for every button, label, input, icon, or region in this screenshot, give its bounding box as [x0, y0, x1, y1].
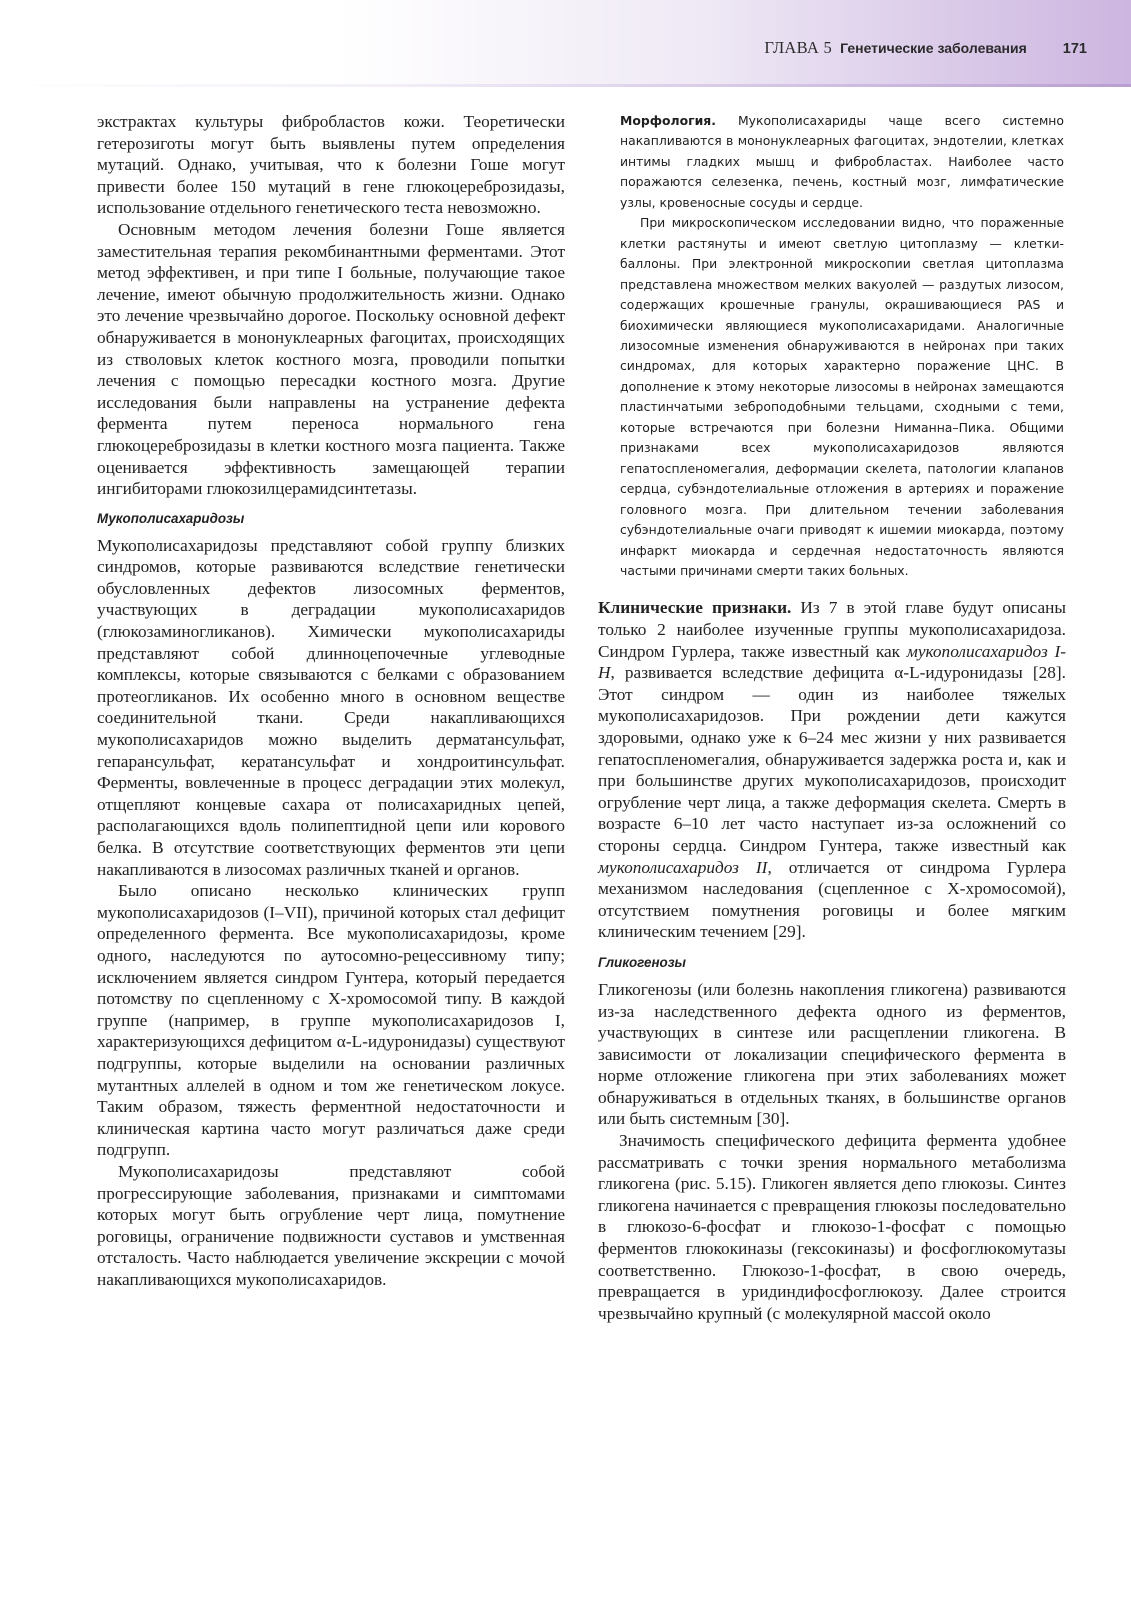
paragraph-mps-groups: Было описано несколько клинических групп мукополисахаридозов (I–VII), причиной которых стал дефицит определенного фермента. Все мукополисахаридозы, кроме одного, наследуются по аутосомно-рецессивному типу; исключением является синдром Гунтера, который передается потомству по сцепленному с X-хромосомой типу. В каждой группе (например, в группе мукополисахаридозов I, характеризующихся дефицитом α-L-идуронидазы) существуют подгруппы, которые выделили на основании различных мутантных аллелей в одном и том же генетическом локусе. Таким образом, тяжесть ферментной недостаточности и клиническая картина часто могут различаться даже среди подгрупп.: [97, 881, 565, 1160]
running-header: [764, 38, 1087, 60]
morphology-paragraph: [620, 111, 1064, 213]
clinical-paragraph: [598, 597, 1066, 943]
paragraph-glycogen-metabolism: Значимость специфического дефицита фермента удобнее рассматривать с точки зрения нормального метаболизма гликогена (рис. 5.15). Гликоген является депо глюкозы. Синтез гликогена начинается с превращения глюкозы последовательно в глюкозо-6-фосфат и глюкозо-1-фосфат с помощью ферментов глюкокиназы (гексокиназы) и фосфоглюкомутазы соответственно. Глюкозо-1-фосфат, в свою очередь, превращается в уридиндифосфоглюкозу. Далее строится чрезвычайно крупный (с молекулярной массой около: [598, 1131, 1066, 1323]
section-heading-mucopolysaccharidoses: Мукополисахаридозы: [97, 510, 245, 526]
morphology-lead: Морфология.: [620, 113, 716, 128]
clinical-lead: Клинические признаки.: [598, 598, 792, 618]
left-column: [97, 111, 565, 1290]
paragraph-glycogenoses-definition: Гликогенозы (или болезнь накопления гликогена) развиваются из-за наследственного дефекта одного из ферментов, участвующих в синтезе или расщеплении гликогена. В зависимости от локализации специфического фермента в норме отложение гликогена при этих заболеваниях может обнаруживаться в отдельных тканях, в большинстве органов или быть системным [30].: [598, 979, 1066, 1129]
chapter-label: ГЛАВА 5: [764, 38, 833, 57]
morphology-microscopy-paragraph: При микроскопическом исследовании видно, что пораженные клетки растянуты и имеют светлую цитоплазму — клетки-баллоны. При электронной микроскопии светлая цитоплазма представлена множеством мелких вакуолей — раздутых лизосом, содержащих крошечные гранулы, окрашивающиеся PAS и биохимически являющиеся мукополисахаридами. Аналогичные лизосомные изменения обнаруживаются в нейронах при таких синдромах, для которых характерно поражение ЦНС. В дополнение к этому некоторые лизосомы в нейронах замещаются пластинчатыми зеброподобными тельцами, сходными с теми, которые встречаются при болезни Ниманна–Пика. Общими признаками всех мукополисахаридозов являются гепатоспленомегалия, деформации скелета, патологии клапанов сердца, субэндотелиальные отложения в артериях и поражение головного мозга. При длительном течении заболевания субэндотелиальные очаги приводят к ишемии миокарда, поэтому инфаркт миокарда и сердечная недостаточность являются частыми причинами смерти таких больных.: [620, 215, 1064, 578]
chapter-title: Генетические заболевания: [840, 40, 1027, 56]
paragraph-gaucher-testing: экстрактах культуры фибробластов кожи. Теоретически гетерозиготы могут быть выявлены путем определения мутаций. Однако, учитывая, что к болезни Гоше могут привести более 150 мутаций в гене глюкоцереброзидазы, использование отдельного генетического теста невозможно.: [97, 112, 565, 218]
morphology-text: Мукополисахариды чаще всего системно накапливаются в мононуклеарных фагоцитах, эндотелии, клетках интимы гладких мышц и фибробластах. Наиболее часто поражаются селезенка, печень, костный мозг, лимфатические узлы, кровеносные сосуды и сердце.: [620, 113, 1064, 210]
page-number: 171: [1062, 41, 1087, 57]
clinical-term-hurler: мукополисахаридоз I-H: [598, 641, 1066, 683]
clinical-term-hunter: мукополисахаридоз II: [598, 857, 768, 877]
right-column: [598, 111, 1066, 1324]
paragraph-mps-definition: Мукополисахаридозы представляют собой группу близких синдромов, которые развиваются вследствие генетически обусловленных дефектов лизосомных ферментов, участвующих в деградации мукополисахаридов (глюкозаминогликанов). Химически мукополисахариды представляют собой длинноцепочечные углеводные комплексы, которые связываются с белками с образованием протеогликанов. Их особенно много в основном веществе соединительной ткани. Среди накапливающихся мукополисахаридов можно выделить дерматансульфат, гепарансульфат, кератансульфат и хондроитинсульфат. Ферменты, вовлеченные в процесс деградации этих молекул, отщепляют концевые сахара от полисахаридных цепей, располагающихся вдоль полипептидной цепи или корового белка. В отсутствие соответствующих ферментов эти цепи накапливаются в лизосомах различных тканей и органов.: [97, 535, 565, 879]
paragraph-mps-symptoms: Мукополисахаридозы представляют собой прогрессирующие заболевания, признаками и симптомами которых могут быть огрубление черт лица, помутнение роговицы, ограничение подвижности суставов и умственная отсталость. Часто наблюдается увеличение экскреции с мочой накапливающихся мукополисахаридов.: [97, 1161, 565, 1289]
clinical-text-b: , развивается вследствие дефицита α-L-идуронидазы [28]. Этот синдром — один из наиболее тяжелых мукополисахаридозов. При рождении дети кажутся здоровыми, однако уже к 6–24 мес жизни у них развивается гепатоспленомегалия, обнаруживается задержка роста и, как и при большинстве других мукополисахаридозов, происходит огрубление черт лица, а также деформация скелета. Смерть в возрасте 6–10 лет часто наступает из-за осложнений со стороны сердца. Синдром Гунтера, также известный как: [598, 663, 1066, 855]
clinical-text-a: Из 7 в этой главе будут описаны только 2 наиболее изученные группы мукополисахаридоза. Синдром Гурлера, также известный как: [598, 598, 1066, 661]
header-rule: [0, 84, 1131, 87]
section-heading-glycogenoses: Гликогенозы: [598, 954, 686, 970]
paragraph-gaucher-treatment: Основным методом лечения болезни Гоше является заместительная терапия рекомбинантными ферментами. Этот метод эффективен, и при типе I больные, получающие такое лечение, имеют обычную продолжительность жизни. Однако это лечение чрезвычайно дорогое. Поскольку основной дефект обнаруживается в мононуклеарных фагоцитах, происходящих из стволовых клеток костного мозга, проводили попытки лечения с помощью пересадки костного мозга. Другие исследования были направлены на устранение дефекта фермента путем переноса нормального гена глюкоцереброзидазы в клетки костного мозга пациента. Также оценивается эффективность замещающей терапии ингибиторами глюкозилцерамидсинтетазы.: [97, 219, 565, 499]
clinical-text-c: , отличается от синдрома Гурлера механизмом наследования (сцепленное с X-хромосомой), отсутствием помутнения роговицы и более мягким клиническим течением [29].: [598, 857, 1067, 942]
